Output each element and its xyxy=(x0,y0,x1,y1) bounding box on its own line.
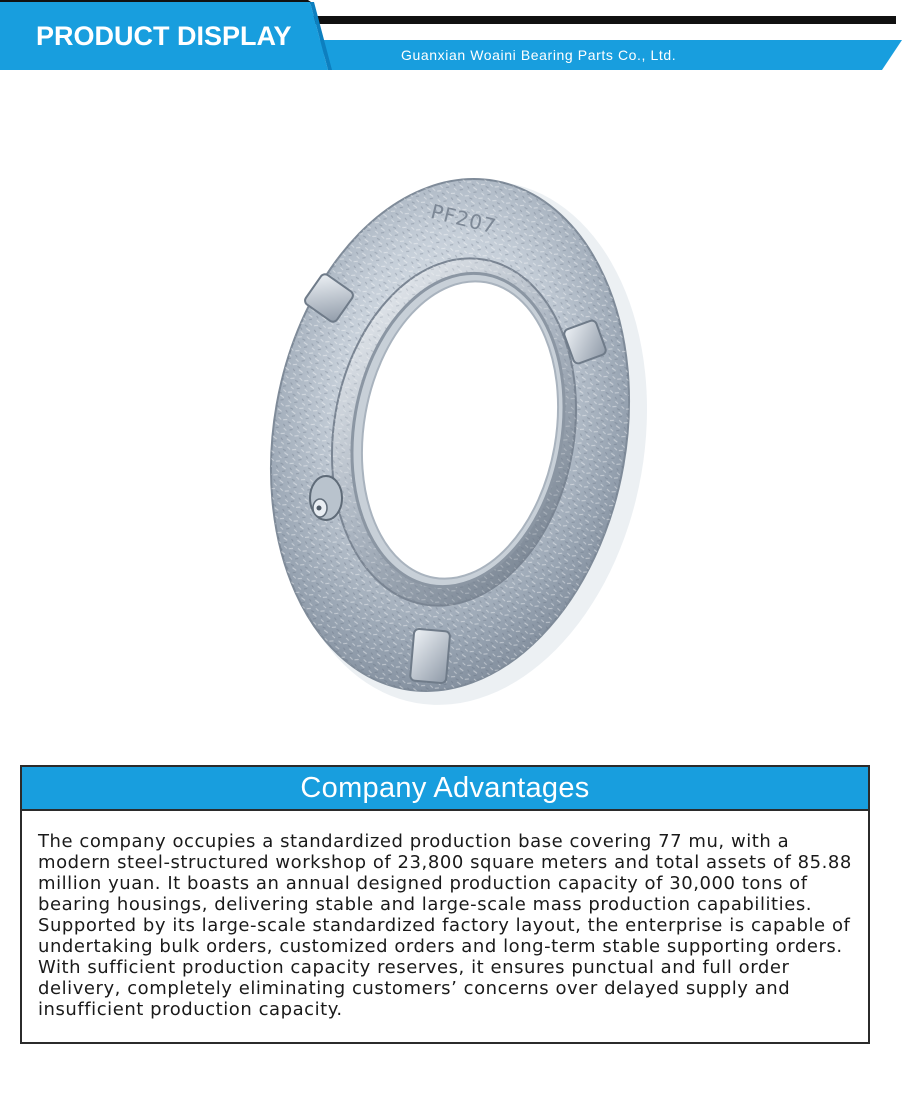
product-engraving: PF207 xyxy=(428,199,500,239)
product-photo xyxy=(30,110,870,730)
bolt-pad-bottom xyxy=(410,629,450,684)
section-heading: Company Advantages xyxy=(22,767,868,811)
page-title: PRODUCT DISPLAY xyxy=(36,21,292,51)
company-name: Guanxian Woaini Bearing Parts Co., Ltd. xyxy=(401,47,677,63)
flange-bearing-housing-image xyxy=(30,110,870,730)
company-advantages-section xyxy=(20,765,870,1044)
header-banner xyxy=(0,0,902,75)
section-body-text: The company occupies a standardized production base covering 77 mu, with a modern steel-structured workshop of 23,800 square meters and total assets of 85.88 million yuan. It boasts an annual designed production capacity of 30,000 tons of bearing housings, delivering stable and large-scale mass production capabilities. Supported by its large-scale standardized factory layout, the enterprise is capable of undertaking bulk orders, customized orders and long-term stable supporting orders. With sufficient production capacity reserves, it ensures punctual and full order delivery, completely eliminating customers’ concerns over delayed supply and insufficient production capacity. xyxy=(38,831,852,1020)
